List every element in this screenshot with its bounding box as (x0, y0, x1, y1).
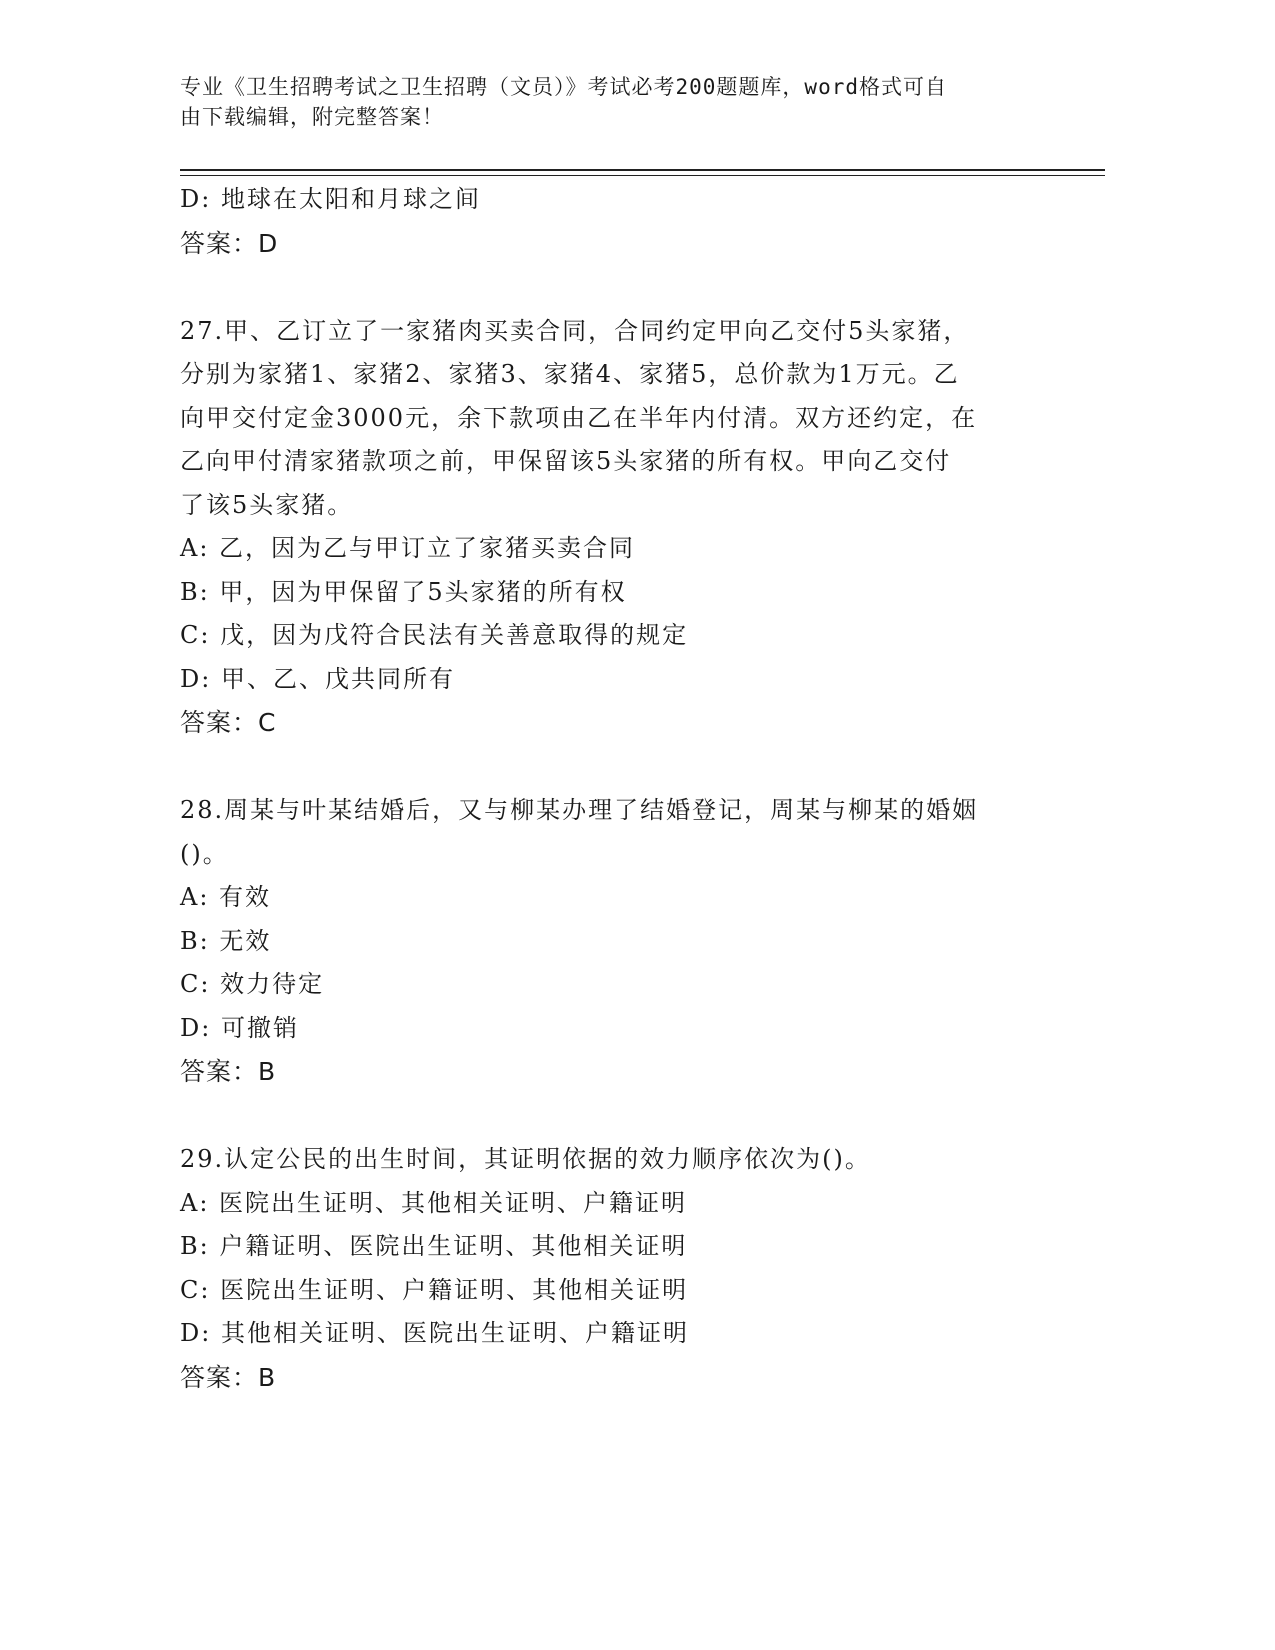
option-d: D: 其他相关证明、医院出生证明、户籍证明 (180, 1319, 689, 1347)
question-text-line: 乙向甲付清家猪款项之前，甲保留该5头家猪的所有权。甲向乙交付 (180, 447, 952, 475)
answer-line: 答案：D (180, 228, 279, 258)
question-text-line: 28.周某与叶某结婚后，又与柳某办理了结婚登记，周某与柳某的婚姻 (180, 796, 979, 824)
option-c: C: 戊，因为戊符合民法有关善意取得的规定 (180, 621, 689, 649)
spacer (180, 266, 1040, 310)
option-d: D: 甲、乙、戊共同所有 (180, 664, 455, 693)
spacer (180, 1094, 1040, 1138)
answer-line: 答案：B (180, 1057, 277, 1086)
option-b: B: 甲，因为甲保留了5头家猪的所有权 (180, 577, 627, 606)
option-b: B: 无效 (180, 926, 272, 955)
header-line-2: 由下载编辑，附完整答案！ (180, 105, 444, 129)
option-d: D: 地球在太阳和月球之间 (180, 185, 481, 213)
question-29 (180, 1138, 1040, 1400)
question-27 (180, 310, 1040, 746)
header-line-1: 专业《卫生招聘考试之卫生招聘（文员）》考试必考200题题库，word格式可自 (180, 75, 947, 99)
question-text-line: ()。 (180, 839, 229, 868)
question-text-line: 分别为家猪1、家猪2、家猪3、家猪4、家猪5，总价款为1万元。乙 (180, 360, 960, 388)
header-divider-thin (180, 175, 1105, 176)
option-b: B: 户籍证明、医院出生证明、其他相关证明 (180, 1232, 688, 1260)
document-body (180, 178, 1040, 1400)
option-c: C: 效力待定 (180, 970, 325, 998)
question-text-line: 了该5头家猪。 (180, 490, 354, 519)
question-text-line: 27.甲、乙订立了一家猪肉买卖合同，合同约定甲向乙交付5头家猪， (180, 316, 970, 345)
answer-line: 答案：B (180, 1362, 277, 1392)
question-text-line: 29.认定公民的出生时间，其证明依据的效力顺序依次为()。 (180, 1145, 871, 1173)
option-a: A: 有效 (180, 883, 272, 911)
question-text-line: 向甲交付定金3000元，余下款项由乙在半年内付清。双方还约定，在 (180, 403, 978, 432)
previous-question-tail (180, 178, 1040, 266)
header-divider-thick (180, 169, 1105, 171)
question-28 (180, 789, 1040, 1094)
answer-line: 答案：C (180, 708, 277, 737)
option-a: A: 乙，因为乙与甲订立了家猪买卖合同 (180, 534, 636, 562)
option-a: A: 医院出生证明、其他相关证明、户籍证明 (180, 1188, 688, 1217)
option-d: D: 可撤销 (180, 1013, 299, 1042)
option-c: C: 医院出生证明、户籍证明、其他相关证明 (180, 1275, 689, 1304)
spacer (180, 745, 1040, 789)
document-header (180, 72, 1060, 132)
